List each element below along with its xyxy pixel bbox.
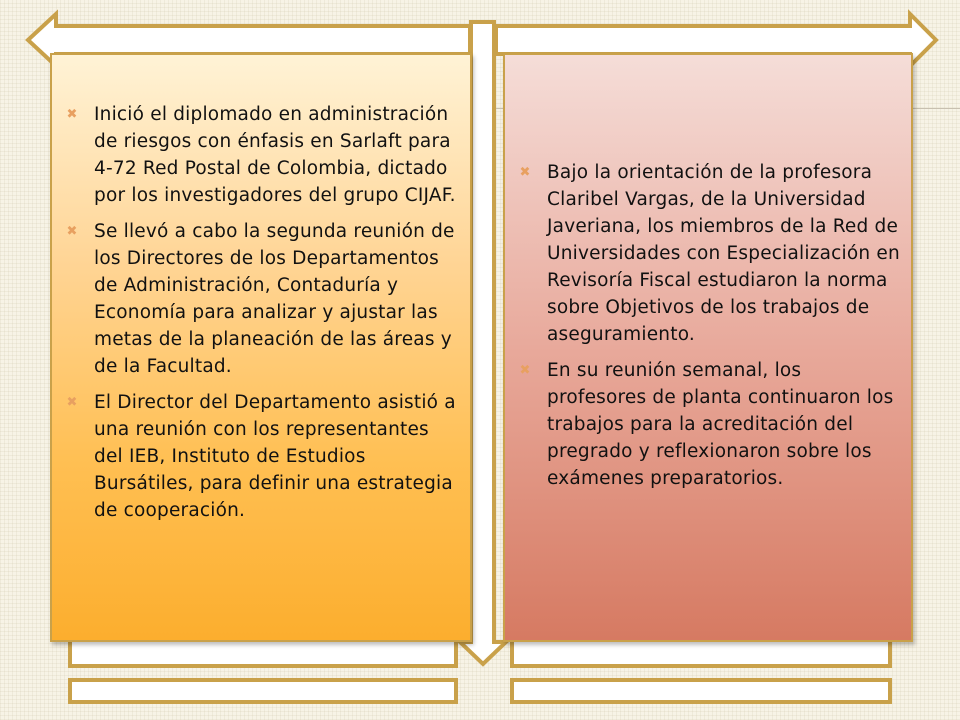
right-content-panel [503,53,913,642]
x-bullet-icon: ✖ [66,107,78,122]
bottom-bar-right-1 [512,640,890,666]
right-bullet-list [505,159,905,492]
list-item [505,357,905,492]
list-item-text: En su reunión semanal, los profesores de planta continuaron los trabajos para la acreditación del pregrado y reflexionaron sobre los exámenes preparatorios. [547,360,894,489]
list-item-text: Inició el diplomado en administración de riesgos con énfasis en Sarlaft para 4-72 Red Postal de Colombia, dictado por los investigadores del grupo CIJAF. [94,104,456,206]
list-item [52,218,462,380]
list-item-text: Bajo la orientación de la profesora Claribel Vargas, de la Universidad Javeriana, los miembros de la Red de Universidades con Especialización en Revisoría Fiscal estudiaron la norma sobre Objetivos de los trabajos de aseguramiento. [547,162,900,345]
list-item-text: El Director del Departamento asistió a una reunión con los representantes del IEB, Instituto de Estudios Bursátiles, para definir una estrategia de cooperación. [94,392,456,521]
list-item [505,159,905,348]
bottom-bar-right-2 [512,680,890,702]
x-bullet-icon: ✖ [66,224,78,239]
bottom-bar-left-1 [70,640,456,666]
list-item [52,101,462,209]
list-item-text: Se llevó a cabo la segunda reunión de los Directores de los Departamentos de Administración, Contaduría y Economía para analizar y ajustar las metas de la planeación de las áreas y de la Facultad. [94,221,455,377]
left-content-panel [50,53,472,642]
left-bullet-list [52,101,462,524]
x-bullet-icon: ✖ [519,165,531,180]
list-item [52,389,462,524]
x-bullet-icon: ✖ [519,363,531,378]
bottom-bar-left-2 [70,680,456,702]
x-bullet-icon: ✖ [66,395,78,410]
